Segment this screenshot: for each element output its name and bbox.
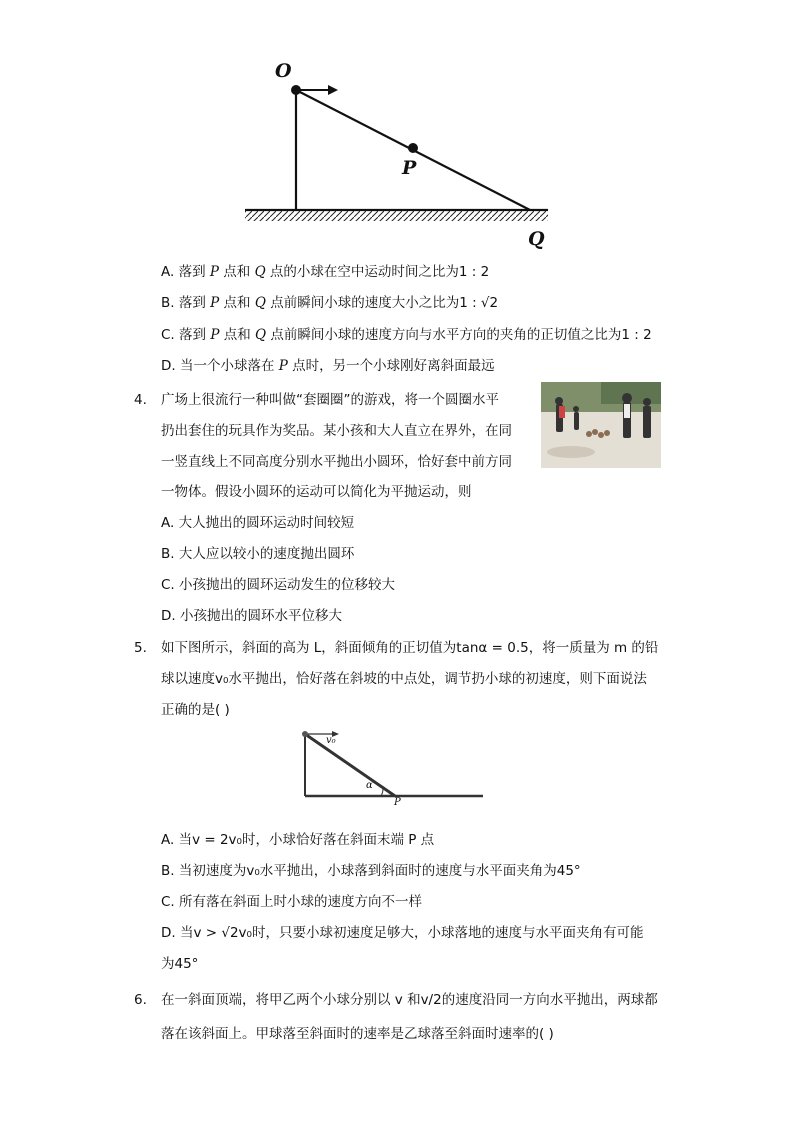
q4-stem-line-4: 一物体。假设小圆环的运动可以简化为平抛运动，则 — [161, 484, 472, 500]
figure-incline-opq — [240, 55, 560, 255]
incline-hypotenuse — [305, 734, 395, 796]
label-o: O — [275, 60, 292, 82]
q5-stem-line-1: 如下图所示，斜面的高为 L，斜面倾角的正切值为tanα = 0.5，将一质量为 m 的铅 — [161, 640, 659, 656]
q4-option-c: C. 小孩抛出的圆环运动发生的位移较大 — [161, 577, 396, 593]
q3-option-c: C. 落到 P 点和 Q 点前瞬间小球的速度方向与水平方向的夹角的正切值之比为1 : 2 — [161, 327, 652, 343]
q3-option-b: B. 落到 P 点和 Q 点前瞬间小球的速度大小之比为1 : √2 — [161, 295, 499, 311]
q5-option-a: A. 当v = 2v₀时，小球恰好落在斜面末端 P 点 — [161, 832, 435, 848]
point-p-dot — [408, 143, 418, 153]
q3-option-a: A. 落到 P 点和 Q 点的小球在空中运动时间之比为1 : 2 — [161, 264, 490, 280]
label-alpha: α — [366, 780, 373, 791]
label-q: Q — [528, 228, 545, 250]
q4-number: 4. — [134, 392, 147, 408]
figure-incline-alpha — [295, 728, 490, 810]
q4-stem-line-3: 一竖直线上不同高度分别水平抛出小圆环，恰好套中前方同 — [161, 454, 512, 470]
label-v0: v₀ — [326, 735, 336, 746]
q4-option-a: A. 大人抛出的圆环运动时间较短 — [161, 515, 355, 531]
q5-stem-line-2: 球以速度v₀水平抛出，恰好落在斜坡的中点处，调节扔小球的初速度，则下面说法 — [161, 671, 647, 687]
q5-option-d-continued: 为45° — [161, 956, 199, 972]
q3-option-d: D. 当一个小球落在 P 点时，另一个小球刚好离斜面最远 — [161, 358, 495, 374]
q6-stem-line-2: 落在该斜面上。甲球落至斜面时的速率是乙球落至斜面时速率的( ) — [161, 1026, 554, 1042]
ring-toss-photo — [541, 382, 661, 468]
q4-stem-line-2: 扔出套住的玩具作为奖品。某小孩和大人直立在界外，在同 — [161, 423, 512, 439]
q4-option-b: B. 大人应以较小的速度抛出圆环 — [161, 546, 355, 562]
q5-stem-line-3: 正确的是( ) — [161, 702, 230, 718]
q5-option-b: B. 当初速度为v₀水平抛出，小球落到斜面时的速度与水平面夹角为45° — [161, 863, 581, 879]
q5-option-d: D. 当v > √2v₀时，只要小球初速度足够大，小球落地的速度与水平面夹角有可能 — [161, 925, 644, 941]
label-p: P — [402, 157, 417, 179]
q6-stem-line-1: 在一斜面顶端，将甲乙两个小球分别以 v 和v/2的速度沿同一方向水平抛出，两球都 — [161, 992, 658, 1008]
ball — [302, 731, 308, 737]
q6-number: 6. — [134, 992, 147, 1008]
q4-stem-line-1: 广场上很流行一种叫做“套圈圈”的游戏，将一个圆圈水平 — [161, 392, 499, 408]
label-p-small: P — [394, 797, 401, 808]
q5-number: 5. — [134, 640, 147, 656]
ground-hatch — [245, 211, 548, 221]
q5-option-c: C. 所有落在斜面上时小球的速度方向不一样 — [161, 894, 423, 910]
q4-option-d: D. 小孩抛出的圆环水平位移大 — [161, 608, 342, 624]
point-o-dot — [291, 85, 301, 95]
